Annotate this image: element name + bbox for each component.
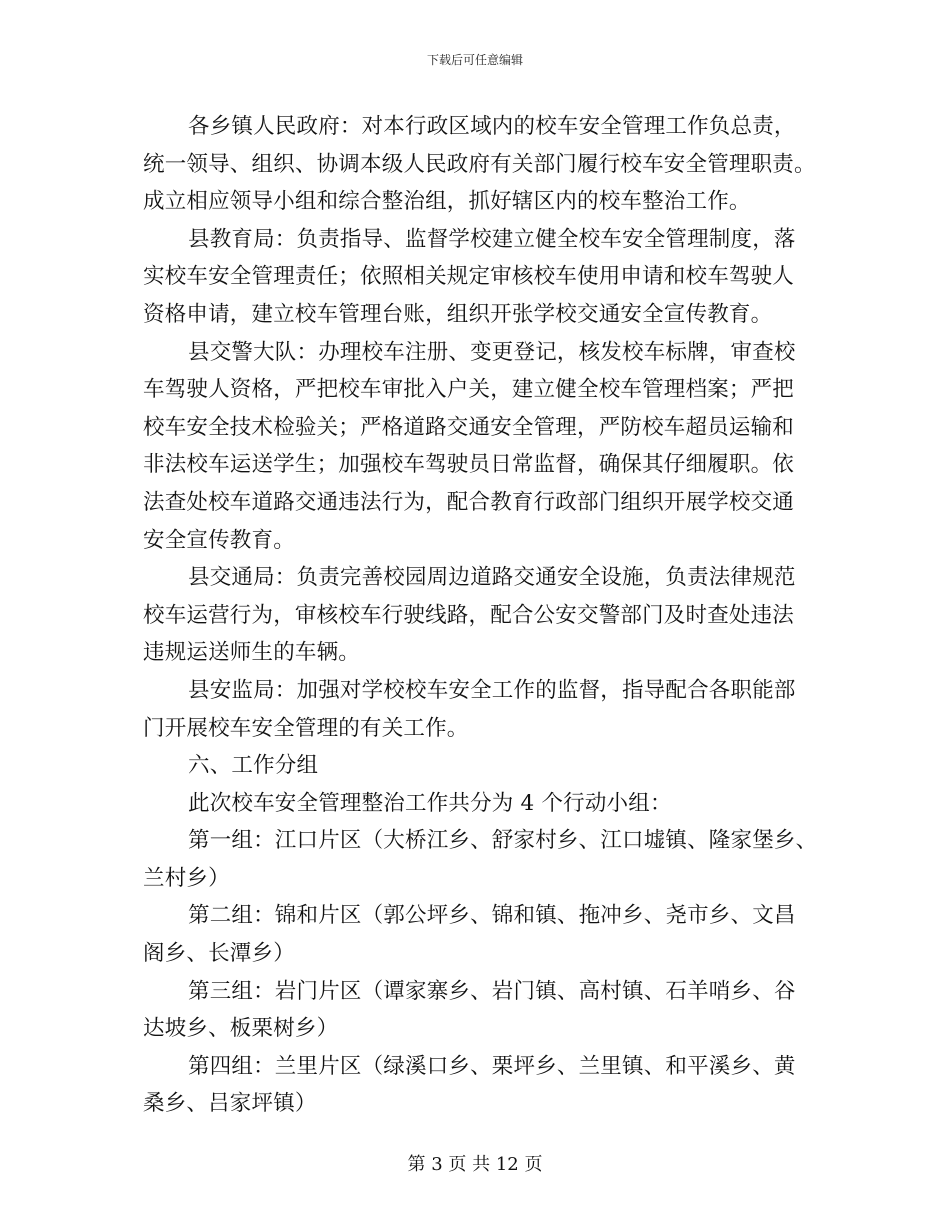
paragraph-groups-intro	[143, 785, 807, 823]
page-header: 下载后可任意编辑	[426, 53, 523, 67]
text-line: 第一组：江口片区（大桥江乡、舒家村乡、江口墟镇、隆家堡乡、	[188, 828, 818, 854]
text-line: 县安监局：加强对学校校车安全工作的监督，指导配合各职能部	[188, 677, 796, 703]
text-line: 六、工作分组	[188, 753, 319, 779]
text-line: 资格申请，建立校车管理台账，组织开张学校交通安全宣传教育。	[143, 301, 773, 327]
paragraph-education-bureau	[143, 221, 807, 334]
text-line: 第二组：锦和片区（郭公坪乡、锦和镇、拖冲乡、尧市乡、文昌	[188, 903, 796, 929]
text-line: 实校车安全管理责任；依照相关规定审核校车使用申请和校车驾驶人	[143, 264, 795, 290]
paragraph-traffic-police	[143, 334, 807, 560]
text-line: 法查处校车道路交通违法行为，配合教育行政部门组织开展学校交通	[143, 489, 795, 515]
paragraph-safety-supervision-bureau	[143, 672, 807, 747]
text-line: 县交警大队：办理校车注册、变更登记，核发校车标牌，审查校	[188, 339, 796, 365]
text-line: 违规运送师生的车辆。	[143, 640, 361, 666]
text-line: 兰村乡）	[143, 865, 230, 891]
text-line: 校车安全技术检验关；严格道路交通安全管理，严防校车超员运输和	[143, 414, 795, 440]
text-line: 县教育局：负责指导、监督学校建立健全校车安全管理制度，落	[188, 226, 796, 252]
text-line: 第三组：岩门片区（谭家寨乡、岩门镇、高村镇、石羊哨乡、谷	[188, 978, 796, 1004]
text-line: 非法校车运送学生；加强校车驾驶员日常监督，确保其仔细履职。依	[143, 452, 795, 478]
text-line: 车驾驶人资格，严把校车审批入户关，建立健全校车管理档案；严把	[143, 377, 795, 403]
paragraph-township-governments	[143, 108, 816, 221]
text-line: 达坡乡、板栗树乡）	[143, 1016, 339, 1042]
text-line: 门开展校车安全管理的有关工作。	[143, 715, 469, 741]
document-body	[143, 108, 818, 1123]
text-line: 此次校车安全管理整治工作共分为 4 个行动小组：	[188, 790, 672, 816]
text-line: 桑乡、吕家坪镇）	[143, 1091, 317, 1117]
paragraph-group-three	[143, 973, 807, 1048]
paragraph-transport-bureau	[143, 559, 807, 672]
paragraph-group-four	[143, 1048, 807, 1123]
section-heading-work-groups	[143, 747, 807, 785]
page-number-footer: 第 3 页 共 12 页	[407, 1154, 543, 1175]
text-line: 各乡镇人民政府：对本行政区域内的校车安全管理工作负总责，	[188, 114, 796, 139]
text-line: 安全宣传教育。	[143, 527, 295, 553]
text-line: 统一领导、组织、协调本级人民政府有关部门履行校车安全管理职责。	[143, 151, 816, 177]
text-line: 成立相应领导小组和综合整治组，抓好辖区内的校车整治工作。	[143, 189, 751, 215]
paragraph-group-one	[143, 822, 818, 897]
text-line: 校车运营行为，审核校车行驶线路，配合公安交警部门及时查处违法	[143, 602, 795, 628]
paragraph-group-two	[143, 897, 807, 972]
text-line: 阁乡、长潭乡）	[143, 941, 295, 967]
text-line: 县交通局：负责完善校园周边道路交通安全设施，负责法律规范	[188, 565, 796, 591]
text-line: 第四组：兰里片区（绿溪口乡、栗坪乡、兰里镇、和平溪乡、黄	[188, 1053, 796, 1079]
